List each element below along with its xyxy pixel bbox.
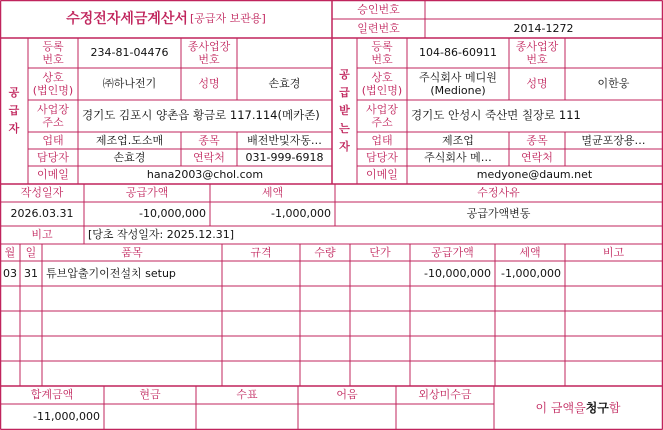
items-cell bbox=[300, 361, 350, 386]
supplier-side-char: 공 bbox=[8, 86, 20, 99]
supplier-manager-label: 담당자 bbox=[37, 150, 69, 164]
items-cell bbox=[410, 311, 495, 336]
claim-word: 청구 bbox=[585, 400, 609, 415]
approval-value bbox=[425, 0, 662, 19]
buyer-phone-label: 연락처 bbox=[521, 150, 553, 164]
buyer-addr-label: 사업장 주소 bbox=[366, 102, 398, 129]
reason-label: 수정사유 bbox=[477, 186, 520, 200]
items-cell bbox=[222, 361, 300, 386]
note-label: 비고 bbox=[31, 228, 53, 242]
items-cell: 31 bbox=[24, 266, 38, 280]
items-cell: -10,000,000 bbox=[424, 266, 491, 280]
items-cell bbox=[350, 261, 410, 286]
items-cell bbox=[350, 336, 410, 361]
supplier-branch-label: 종사업장 번호 bbox=[187, 39, 231, 66]
title-main: 수정전자세금계산서 bbox=[66, 10, 188, 27]
items-cell bbox=[42, 361, 222, 386]
items-cell bbox=[495, 336, 565, 361]
items-cell bbox=[410, 361, 495, 386]
items-cell bbox=[0, 286, 20, 311]
date-value: 2026.03.31 bbox=[10, 207, 74, 221]
tax-label: 세액 bbox=[261, 186, 284, 200]
items-cell bbox=[20, 286, 42, 311]
claim-prefix: 이 금액을 bbox=[535, 400, 586, 415]
credit-value bbox=[396, 404, 494, 430]
items-cell bbox=[495, 286, 565, 311]
supplier-addr-label: 사업장 주소 bbox=[37, 102, 69, 129]
bill-label: 어음 bbox=[336, 388, 358, 402]
items-cell bbox=[410, 286, 495, 311]
buyer-biztype: 제조업 bbox=[442, 133, 474, 147]
check-label: 수표 bbox=[236, 388, 258, 402]
supplier-manager: 손효경 bbox=[113, 150, 146, 164]
buyer-email-label: 이메일 bbox=[366, 168, 398, 182]
supplier-email: hana2003@chol.com bbox=[146, 168, 264, 182]
buyer-item-label: 종목 bbox=[526, 133, 548, 147]
total-label: 합계금액 bbox=[30, 388, 74, 402]
claim-statement bbox=[494, 386, 662, 430]
buyer-regno-label: 등록 번호 bbox=[371, 39, 393, 66]
items-cell bbox=[565, 261, 662, 286]
buyer-manager-label: 담당자 bbox=[366, 150, 398, 164]
items-header-cell: 비고 bbox=[602, 245, 625, 259]
items-cell bbox=[350, 311, 410, 336]
total-value: -11,000,000 bbox=[33, 410, 100, 424]
items-cell bbox=[222, 311, 300, 336]
items-cell bbox=[222, 336, 300, 361]
items-cell: -1,000,000 bbox=[501, 266, 561, 280]
buyer-name-label: 상호 (법인명) bbox=[361, 70, 403, 97]
items-cell: 03 bbox=[3, 266, 17, 280]
buyer-biztype-label: 업태 bbox=[371, 133, 393, 147]
date-label: 작성일자 bbox=[20, 186, 64, 200]
supplier-name: ㈜하나전기 bbox=[102, 77, 157, 91]
buyer-side-char: 받 bbox=[339, 104, 350, 117]
buyer-branch-label: 종사업장 번호 bbox=[515, 39, 559, 66]
items-cell bbox=[300, 336, 350, 361]
buyer-side-char: 공 bbox=[339, 68, 350, 81]
items-cell bbox=[42, 311, 222, 336]
buyer-regno: 104-86-60911 bbox=[419, 46, 497, 60]
items-header-cell: 수량 bbox=[314, 245, 336, 259]
buyer-side-char: 급 bbox=[339, 86, 350, 99]
items-cell bbox=[20, 361, 42, 386]
supplier-side-char: 자 bbox=[8, 122, 20, 135]
items-header-cell: 세액 bbox=[519, 245, 541, 259]
supply-value: -10,000,000 bbox=[139, 207, 206, 221]
supplier-biztype: 제조업.도소매 bbox=[95, 133, 164, 147]
items-cell bbox=[565, 311, 662, 336]
items-cell bbox=[300, 311, 350, 336]
items-header-cell: 품목 bbox=[121, 245, 143, 259]
buyer-addr: 경기도 안성시 죽산면 칠장로 111 bbox=[411, 108, 581, 123]
items-header-cell: 단가 bbox=[369, 245, 391, 259]
items-cell bbox=[565, 361, 662, 386]
items-cell: 튜브압출기이전설치 setup bbox=[46, 266, 176, 280]
buyer-name: 주식회사 메디원(Medione) bbox=[419, 70, 497, 97]
check-value bbox=[196, 404, 298, 430]
supplier-name-label: 상호 (법인명) bbox=[32, 70, 74, 97]
items-cell bbox=[222, 286, 300, 311]
supplier-rep-label: 성명 bbox=[198, 77, 220, 91]
items-cell bbox=[42, 286, 222, 311]
items-cell bbox=[495, 361, 565, 386]
buyer-side-char: 는 bbox=[339, 122, 350, 135]
buyer-rep-label: 성명 bbox=[526, 77, 548, 91]
buyer-phone bbox=[565, 149, 662, 166]
buyer-item: 멸균포장용… bbox=[581, 133, 646, 147]
supplier-phone-label: 연락처 bbox=[193, 150, 225, 164]
items-cell bbox=[20, 311, 42, 336]
items-cell bbox=[410, 336, 495, 361]
items-cell bbox=[495, 311, 565, 336]
buyer-email: medyone@daum.net bbox=[476, 168, 593, 182]
buyer-branch bbox=[565, 38, 662, 68]
supplier-item-label: 종목 bbox=[198, 133, 220, 147]
items-cell bbox=[350, 286, 410, 311]
items-cell bbox=[300, 261, 350, 286]
supplier-phone: 031-999-6918 bbox=[245, 150, 324, 164]
items-cell bbox=[222, 261, 300, 286]
items-cell bbox=[0, 336, 20, 361]
items-cell bbox=[300, 286, 350, 311]
items-header-cell: 규격 bbox=[250, 245, 272, 259]
supplier-item: 배전반및자동… bbox=[247, 133, 322, 147]
cash-label: 현금 bbox=[139, 388, 161, 402]
claim-suffix: 함 bbox=[608, 400, 621, 415]
items-header-cell: 월 bbox=[4, 245, 16, 259]
invoice-title bbox=[0, 0, 332, 38]
items-cell bbox=[350, 361, 410, 386]
supplier-regno-label: 등록 번호 bbox=[42, 39, 64, 66]
supplier-email-label: 이메일 bbox=[37, 168, 69, 182]
buyer-manager: 주식회사 메… bbox=[424, 150, 492, 164]
serial-value: 2014-1272 bbox=[513, 21, 574, 35]
supplier-biztype-label: 업태 bbox=[42, 133, 64, 147]
items-header-cell: 일 bbox=[25, 245, 37, 259]
reason-value: 공급가액변동 bbox=[466, 207, 531, 221]
items-cell bbox=[565, 336, 662, 361]
buyer-rep: 이한웅 bbox=[597, 77, 630, 91]
supplier-addr: 경기도 김포시 양촌읍 황금로 117.114(메카존) bbox=[82, 108, 320, 123]
supplier-regno: 234-81-04476 bbox=[90, 46, 169, 60]
supply-label: 공급가액 bbox=[125, 186, 169, 200]
buyer-side-char: 자 bbox=[339, 140, 350, 153]
approval-label: 승인번호 bbox=[357, 2, 400, 16]
serial-label: 일련번호 bbox=[357, 21, 400, 35]
items-cell bbox=[20, 336, 42, 361]
note-value: [당초 작성일자: 2025.12.31] bbox=[88, 228, 235, 242]
items-cell bbox=[0, 361, 20, 386]
bill-value bbox=[298, 404, 396, 430]
supplier-side-label bbox=[0, 38, 28, 184]
items-cell bbox=[565, 286, 662, 311]
tax-value: -1,000,000 bbox=[271, 207, 331, 221]
items-header-cell: 공급가액 bbox=[431, 245, 474, 259]
cash-value bbox=[104, 404, 196, 430]
supplier-rep: 손효경 bbox=[268, 77, 301, 91]
buyer-side-label bbox=[332, 38, 357, 184]
items-cell bbox=[0, 311, 20, 336]
items-cell bbox=[42, 336, 222, 361]
title-sub: [공급자 보관용] bbox=[189, 12, 266, 26]
supplier-branch bbox=[237, 38, 332, 68]
supplier-side-char: 급 bbox=[8, 104, 20, 117]
credit-label: 외상미수금 bbox=[418, 388, 472, 402]
